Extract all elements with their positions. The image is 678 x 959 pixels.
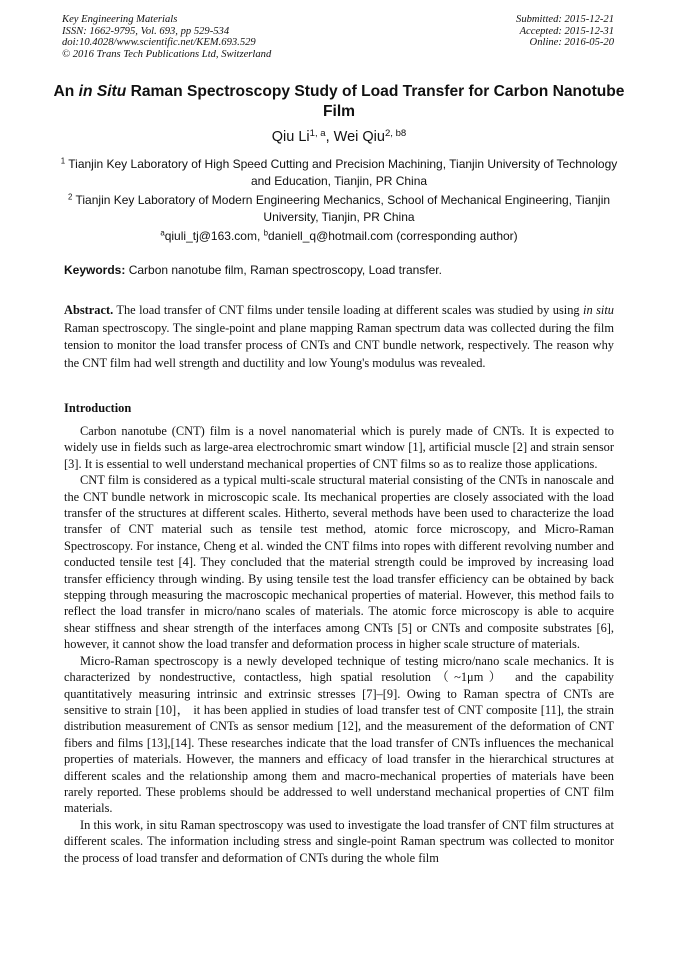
paragraph: Micro-Raman spectroscopy is a newly developed technique of testing micro/nano scale mechanics. It is characterized by nondestructive, contactless, high spatial resolution（~1μm） and the capability quantitatively measuring intrinsic and extrinsic stresses [7]–[9]. Owing to Raman spectra of CNTs are sensitive to strain [10]， it has been applied in studies of load transfer test of CNT composite [11], the strain distribution measurement of CNTs as sensor medium [12], and the measurement of the deformation of CNT fibers and films [13],[14]. These researches indicate that the load transfer of CNTs influences the mechanical properties of materials. However, the manners and efficacy of load transfer in the hierarchical structures at different scales and the relationship among them and macro-mechanical properties of materials have been rarely reported. These problems should be addressed to well understand mechanical properties of CNT film materials.: [64, 653, 614, 816]
abstract-label: Abstract.: [64, 303, 114, 317]
affiliation-1: $^1$ Tianjin Key Laboratory of High Speed Cutting and Precision Machining, Tianjin University of Technology and Education, Tianjin, PR China: [60, 156, 618, 188]
author-list: Qiu Li$^{1, a}$, Wei Qiu$^{2, b8}$: [271, 127, 407, 145]
keywords: [64, 263, 624, 277]
doi-line: doi:10.4028/www.scientific.net/KEM.693.529: [62, 37, 256, 49]
issn-line: ISSN: 1662-9795, Vol. 693, pp 529-534: [62, 25, 230, 37]
introduction-body: [64, 423, 614, 866]
paragraph: Carbon nanotube (CNT) film is a novel nanomaterial which is purely made of CNTs. It is expected to widely use in fields such as large-area electrochromic smart window [1], artificial muscle [2] and strain sensor [3]. It is essential to well understand mechanical properties of CNT films so as to realize those applications.: [64, 424, 614, 471]
online-date: Online: 2016-05-20: [529, 37, 614, 49]
keywords-text: Carbon nanotube film, Raman spectroscopy, Load transfer.: [125, 263, 442, 277]
section-heading-introduction: Introduction: [64, 401, 132, 415]
submission-dates: [516, 14, 614, 49]
journal-name: Key Engineering Materials: [62, 14, 178, 25]
copyright-line: © 2016 Trans Tech Publications Ltd, Switzerland: [62, 48, 272, 60]
email-b: daniell_q@hotmail.com (corresponding author): [268, 229, 518, 243]
author-wei-qiu: Wei Qiu: [333, 129, 385, 145]
author-emails: $^a$qiuli_tj@163.com, $^b$daniell_q@hotmail.com (corresponding author): [160, 228, 518, 243]
affiliation-2: $^2$ Tianjin Key Laboratory of Modern Engineering Mechanics, School of Mechanical Engineering, Tianjin University, Tianjin, PR China: [67, 192, 611, 224]
email-a: qiuli_tj@163.com,: [164, 229, 264, 243]
paragraph: In this work, in situ Raman spectroscopy was used to investigate the load transfer of CNT film structures at different scales. The information including stress and single-point Raman spectrum was collected to monitor the process of load transfer and deformation of CNTs during the whole film: [64, 817, 614, 865]
submitted-date: Submitted: 2015-12-21: [516, 14, 614, 25]
abstract: Abstract. The load transfer of CNT films under tensile loading at different scales was studied by using in situ Raman spectroscopy. The single-point and plane mapping Raman spectrum data was collected during the film tension to monitor the load transfer process of CNTs and CNT bundle network, respectively. The reason why the CNT film had well strength and ductility and low Young's modulus was revealed.: [64, 303, 614, 370]
author-qiu-li: Qiu Li: [271, 129, 310, 145]
paper-title: An in Situ Raman Spectroscopy Study of Load Transfer for Carbon Nanotube Film: [53, 83, 625, 120]
accepted-date: Accepted: 2015-12-31: [519, 25, 614, 37]
keywords-label: Keywords:: [64, 263, 126, 277]
journal-info: [62, 14, 271, 60]
paragraph: CNT film is considered as a typical multi-scale structural material consisting of the CNTs in nanoscale and the CNT bundle network in microscopic scale. Its mechanical properties are closely associated with the load transfer of the structures at different scales. Hitherto, several methods have been used to characterize the load transfer of CNT material such as tensile test method, atomic force microscopy, and Micro-Raman Spectroscopy. For instance, Cheng et al. winded the CNT films into ropes with different revolving number and conducted tensile test [4]. They concluded that the material strength could be improved by increasing load transfer efficiency through winding. By using tensile test the load transfer efficiency can be obtained by back stepping through measuring the macroscopic mechanical properties of material. However, this method fails to reflect the load transfer in micro/nano scales of materials. The atomic force microscopy is able to acquire shear stiffness and shear strength of the interfaces among CNTs [5] or CNTs and composite substrates [6], however, it cannot show the load transfer and deformation process in higher scale structure of materials.: [64, 473, 614, 652]
